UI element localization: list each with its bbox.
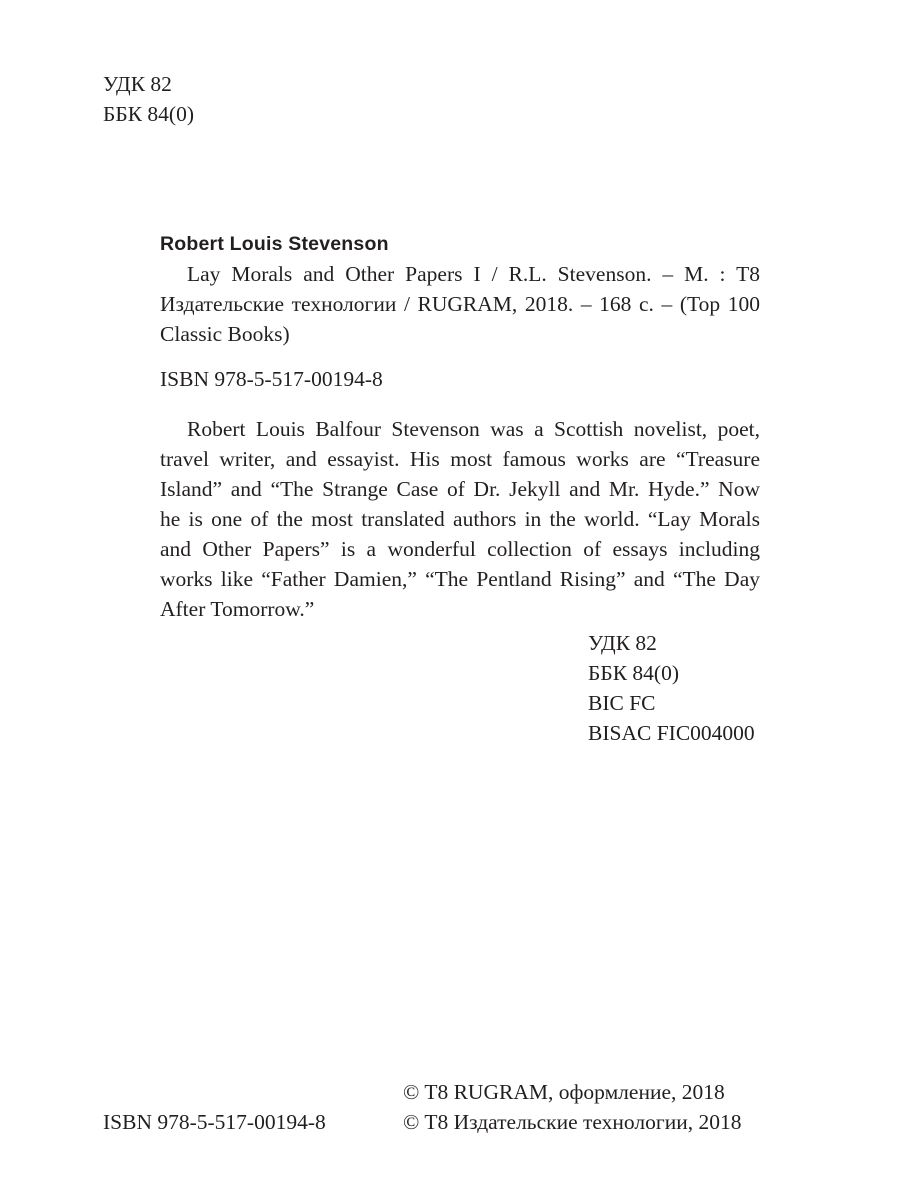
udk-code: УДК 82	[588, 631, 657, 655]
annotation-line: Robert Louis Balfour Stevenson was a Scottish novelist, poet,	[187, 417, 760, 441]
copyright-notice	[403, 1077, 741, 1137]
bib-line: Classic Books)	[160, 322, 290, 346]
bbk-code: ББК 84(0)	[103, 102, 194, 126]
top-classification-codes	[103, 69, 194, 129]
annotation-line: After Tomorrow.”	[160, 597, 315, 621]
footer-isbn-text: ISBN 978-5-517-00194-8	[103, 1110, 326, 1134]
bbk-code: ББК 84(0)	[588, 661, 679, 685]
bibliographic-record	[160, 229, 760, 349]
annotation-line: works like “Father Damien,” “The Pentland Rising” and “The Day	[160, 567, 760, 591]
copyright-line: © T8 Издательские технологии, 2018	[403, 1110, 742, 1134]
annotation-line: he is one of the most translated authors in the world. “Lay Morals	[160, 507, 760, 531]
annotation-line: Island” and “The Strange Case of Dr. Jekyll and Mr. Hyde.” Now	[160, 477, 760, 501]
bib-line: Издательские технологии / RUGRAM, 2018. – 168 с. – (Top 100	[160, 292, 760, 316]
copyright-line: © T8 RUGRAM, оформление, 2018	[403, 1080, 725, 1104]
annotation-line: and Other Papers” is a wonderful collection of essays including	[160, 537, 760, 561]
isbn-text: ISBN 978-5-517-00194-8	[160, 367, 383, 391]
isbn-line	[160, 364, 383, 394]
udk-code: УДК 82	[103, 72, 172, 96]
annotation-paragraph	[160, 414, 760, 624]
classification-codes	[588, 628, 755, 748]
bisac-code: BISAC FIC004000	[588, 721, 755, 745]
author-name: Robert Louis Stevenson	[160, 233, 389, 255]
bic-code: BIC FC	[588, 691, 656, 715]
bib-line: Lay Morals and Other Papers I / R.L. Stevenson. – M. : T8	[187, 262, 760, 286]
annotation-line: travel writer, and essayist. His most famous works are “Treasure	[160, 447, 760, 471]
footer-isbn	[103, 1107, 326, 1137]
